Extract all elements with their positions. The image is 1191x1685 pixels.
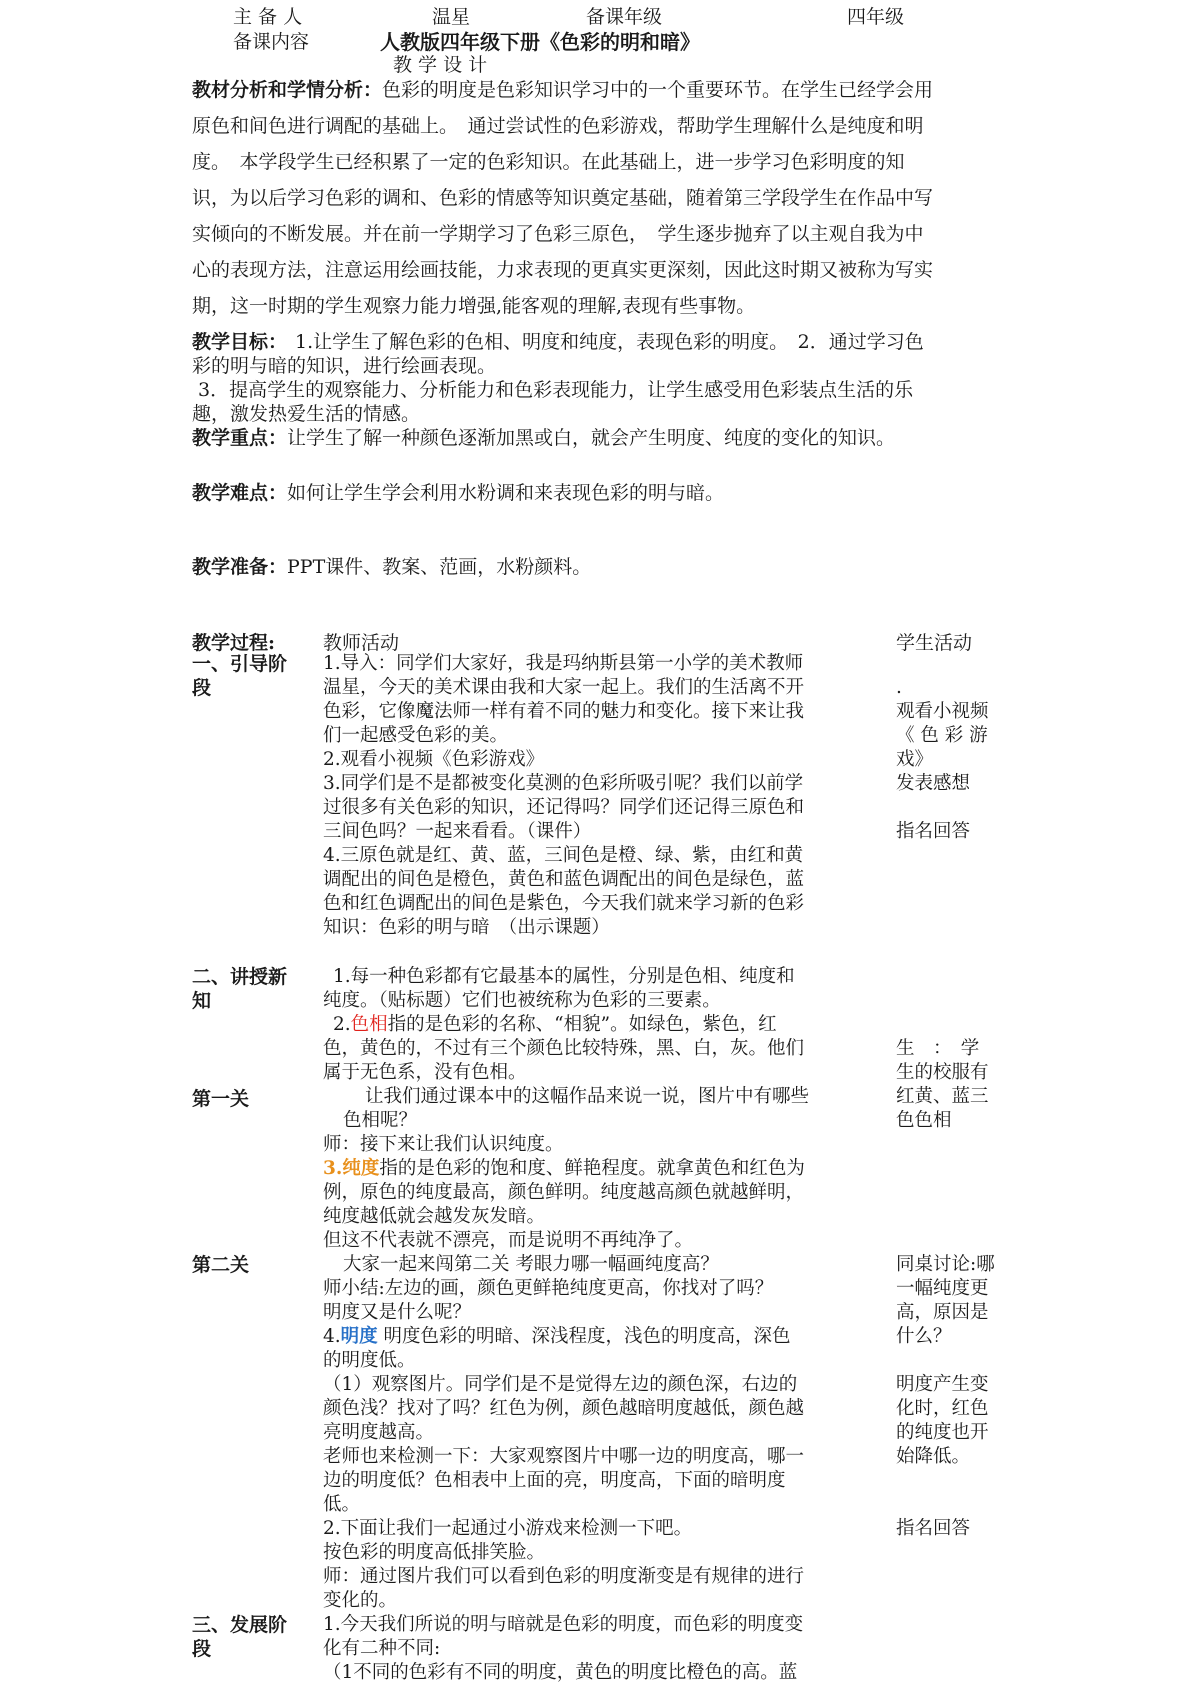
objectives-line: 彩的明与暗的知识，进行绘画表现。 bbox=[192, 355, 497, 377]
stage1-student bbox=[896, 676, 1016, 844]
teacher-line: 温星，今天的美术课由我和大家一起上。我们的生活离不开 bbox=[323, 677, 805, 698]
teacher-line: 1.今天我们所说的明与暗就是色彩的明度，而色彩的明度变 bbox=[323, 1614, 804, 1635]
teacher-line: 们一起感受色彩的美。 bbox=[323, 725, 509, 746]
student-line: 红黄、蓝三 bbox=[896, 1086, 989, 1107]
process-label: 教学过程: bbox=[192, 632, 276, 654]
teacher-line: 但这不代表就不漂亮，而是说明不再纯净了。 bbox=[323, 1230, 694, 1251]
teacher-line: 师：接下来让我们认识纯度。 bbox=[323, 1134, 564, 1155]
stage2-label: 二、讲授新 知 bbox=[192, 966, 288, 1012]
student-line: 化时，红色 bbox=[896, 1398, 989, 1419]
teacher-line: 2.观看小视频《色彩游戏》 bbox=[323, 749, 545, 770]
preparation bbox=[192, 555, 1012, 579]
stage2-student-answer bbox=[896, 1517, 1016, 1541]
objectives-line: 3．提高学生的观察能力、分析能力和色彩表现能力，让学生感受用色彩装点生活的乐 bbox=[198, 379, 914, 401]
teacher-line: 三间色吗？一起来看看。（课件） bbox=[323, 821, 592, 842]
analysis-line: 实倾向的不断发展。并在前一学期学习了色彩三原色， 学生逐步抛弃了以主观自我为中 bbox=[192, 223, 924, 245]
analysis-line: 色彩的明度是色彩知识学习中的一个重要环节。在学生已经学会用 bbox=[382, 79, 934, 101]
stage3-label: 三、发展阶 段 bbox=[192, 1614, 288, 1660]
analysis-line: 识，为以后学习色彩的调和、色彩的情感等知识奠定基础，随着第三学段学生在作品中写 bbox=[192, 187, 934, 209]
student-line: 色色相 bbox=[896, 1110, 952, 1131]
analysis-line: 期，这一时期的学生观察力能力增强,能客观的理解,表现有些事物。 bbox=[192, 295, 756, 317]
objectives-line: 1.让学生了解色彩的色相、明度和纯度，表现色彩的明度。 2．通过学习色 bbox=[295, 331, 924, 353]
teacher-line: 2.下面让我们一起通过小游戏来检测一下吧。 bbox=[323, 1518, 693, 1539]
teacher-line: 让我们通过课本中的这幅作品来说一说，图片中有哪些 bbox=[365, 1086, 810, 1107]
grade-label: 备课年级 bbox=[586, 6, 663, 28]
key-point bbox=[192, 426, 1012, 450]
grade-value: 四年级 bbox=[847, 6, 905, 28]
student-line: 明度产生变 bbox=[896, 1374, 989, 1395]
content-title: 人教版四年级下册《色彩的明和暗》 bbox=[380, 30, 700, 54]
student-line: 高，原因是 bbox=[896, 1302, 989, 1323]
objectives-line: 趣，激发热爱生活的情感。 bbox=[192, 403, 421, 425]
teacher-line: 4.三原色就是红、黄、蓝，三间色是橙、绿、紫，由红和黄 bbox=[323, 845, 804, 866]
preparer-name: 温星 bbox=[432, 6, 471, 28]
key-point-label: 教学重点： bbox=[192, 427, 288, 449]
teacher-line: 色彩，它像魔法师一样有着不同的魅力和变化。接下来让我 bbox=[323, 701, 805, 722]
design-title: 教 学 设 计 bbox=[393, 54, 488, 76]
teacher-line: 1.导入：同学们大家好，我是玛纳斯县第一小学的美术教师 bbox=[323, 653, 804, 674]
value-term: 明度 bbox=[340, 1326, 378, 1347]
teacher-line: 大家一起来闯第二关 考眼力哪一幅画纯度高？ bbox=[343, 1254, 719, 1275]
objectives-label: 教学目标： bbox=[192, 331, 288, 353]
analysis-line: 度。 本学段学生已经积累了一定的色彩知识。在此基础上，进一步学习色彩明度的知 bbox=[192, 151, 905, 173]
analysis-label: 教材分析和学情分析： bbox=[192, 79, 383, 101]
stage3-teacher bbox=[323, 1613, 873, 1685]
teacher-line: 1.每一种色彩都有它最基本的属性，分别是色相、纯度和 bbox=[333, 966, 795, 987]
student-line: 始降低。 bbox=[896, 1446, 971, 1467]
analysis-line: 心的表现方法，注意运用绘画技能，力求表现的更真实更深刻，因此这时期又被称为写实 bbox=[192, 259, 934, 281]
stage1-label: 一、引导阶 段 bbox=[192, 653, 288, 699]
stage2-student-hue bbox=[896, 1037, 1016, 1133]
teacher-line: 边的明度低？色相表中上面的亮，明度高，下面的暗明度 bbox=[323, 1470, 786, 1491]
teacher-line: 颜色浅？找对了吗？红色为例，颜色越暗明度越低，颜色越 bbox=[323, 1398, 805, 1419]
stage1-teacher bbox=[323, 652, 873, 940]
stage2-teacher bbox=[323, 965, 873, 1613]
student-line: 一幅纯度更 bbox=[896, 1278, 989, 1299]
level2-label: 第二关 bbox=[192, 1254, 250, 1276]
preparation-label: 教学准备： bbox=[192, 556, 288, 578]
key-point-text: 让学生了解一种颜色逐渐加黑或白，就会产生明度、纯度的变化的知识。 bbox=[287, 427, 896, 449]
difficulty bbox=[192, 481, 1012, 505]
purity-line: 3.纯度指的是色彩的饱和度、鲜艳程度。就拿黄色和红色为 bbox=[323, 1158, 805, 1179]
teacher-line: 变化的。 bbox=[323, 1590, 398, 1611]
preparation-text: PPT课件、教案、范画，水粉颜料。 bbox=[287, 556, 592, 578]
teacher-line: 的明度低。 bbox=[323, 1350, 416, 1371]
preparer-label: 主 备 人 bbox=[233, 6, 303, 28]
teacher-line: 调配出的间色是橙色，黄色和蓝色调配出的间色是绿色，蓝 bbox=[323, 869, 805, 890]
teacher-line: 低。 bbox=[323, 1494, 361, 1515]
teacher-line: 属于无色系，没有色相。 bbox=[323, 1062, 527, 1083]
analysis-line: 原色和间色进行调配的基础上。 通过尝试性的色彩游戏，帮助学生理解什么是纯度和明 bbox=[192, 115, 924, 137]
teacher-line: 色，黄色的，不过有三个颜色比较特殊，黑、白，灰。他们 bbox=[323, 1038, 805, 1059]
teacher-line: 色相呢？ bbox=[343, 1110, 418, 1131]
teacher-line: 纯度越低就会越发灰发暗。 bbox=[323, 1206, 546, 1227]
student-line: 什么？ bbox=[896, 1326, 952, 1347]
teacher-line: （1）观察图片。同学们是不是觉得左边的颜色深，右边的 bbox=[323, 1374, 798, 1395]
teacher-line: 过很多有关色彩的知识，还记得吗？同学们还记得三原色和 bbox=[323, 797, 805, 818]
teacher-line: 知识：色彩的明与暗 （出示课题） bbox=[323, 917, 610, 938]
teacher-activity-header: 教师活动 bbox=[323, 632, 400, 654]
teacher-line: （1不同的色彩有不同的明度，黄色的明度比橙色的高。蓝 bbox=[323, 1662, 798, 1683]
objectives-section bbox=[192, 330, 1012, 426]
difficulty-label: 教学难点： bbox=[192, 482, 288, 504]
difficulty-text: 如何让学生学会利用水粉调和来表现色彩的明与暗。 bbox=[287, 482, 725, 504]
student-activity-header: 学生活动 bbox=[896, 632, 973, 654]
analysis-section bbox=[192, 72, 1012, 324]
student-line: 生的校服有 bbox=[896, 1062, 989, 1083]
teacher-line: 色和红色调配出的间色是紫色，今天我们就来学习新的色彩 bbox=[323, 893, 805, 914]
teacher-line: 师小结:左边的画，颜色更鲜艳纯度更高，你找对了吗？ bbox=[323, 1278, 774, 1299]
teacher-line: 老师也来检测一下：大家观察图片中哪一边的明度高，哪一 bbox=[323, 1446, 805, 1467]
teacher-line: 亮明度越高。 bbox=[323, 1422, 435, 1443]
teacher-line: 师：通过图片我们可以看到色彩的明度渐变是有规律的进行 bbox=[323, 1566, 805, 1587]
content-label: 备课内容 bbox=[233, 31, 310, 53]
value-line: 4.明度 明度色彩的明暗、深浅程度，浅色的明度高，深色 bbox=[323, 1326, 791, 1347]
student-answer: 指名回答 bbox=[896, 1518, 971, 1539]
hue-term: 色相 bbox=[350, 1014, 388, 1035]
stage2-student-value bbox=[896, 1373, 1016, 1469]
teacher-line: 按色彩的明度高低排笑脸。 bbox=[323, 1542, 546, 1563]
student-line: 生 ： 学 bbox=[896, 1038, 980, 1059]
teacher-line: 纯度。（贴标题）它们也被统称为色彩的三要素。 bbox=[323, 990, 721, 1011]
teacher-line: 化有二种不同: bbox=[323, 1638, 441, 1659]
student-line: 《 色 彩 游 bbox=[896, 725, 988, 746]
purity-term: 纯度 bbox=[342, 1158, 380, 1179]
stage2-student-discuss bbox=[896, 1253, 1016, 1349]
hue-line: 2.色相指的是色彩的名称、“相貌”。如绿色，紫色，红 bbox=[333, 1014, 777, 1035]
student-dot: . bbox=[896, 677, 902, 698]
student-line: 观看小视频 bbox=[896, 701, 989, 722]
level1-label: 第一关 bbox=[192, 1088, 250, 1110]
teacher-line: 例，原色的纯度最高，颜色鲜明。纯度越高颜色就越鲜明， bbox=[323, 1182, 805, 1203]
student-answer: 指名回答 bbox=[896, 821, 971, 842]
student-line: 戏》 bbox=[896, 749, 934, 770]
student-line: 发表感想 bbox=[896, 773, 971, 794]
teacher-line: 3.同学们是不是都被变化莫测的色彩所吸引呢？我们以前学 bbox=[323, 773, 804, 794]
student-line: 的纯度也开 bbox=[896, 1422, 989, 1443]
student-line: 同桌讨论:哪 bbox=[896, 1254, 995, 1275]
teacher-line: 明度又是什么呢？ bbox=[323, 1302, 472, 1323]
